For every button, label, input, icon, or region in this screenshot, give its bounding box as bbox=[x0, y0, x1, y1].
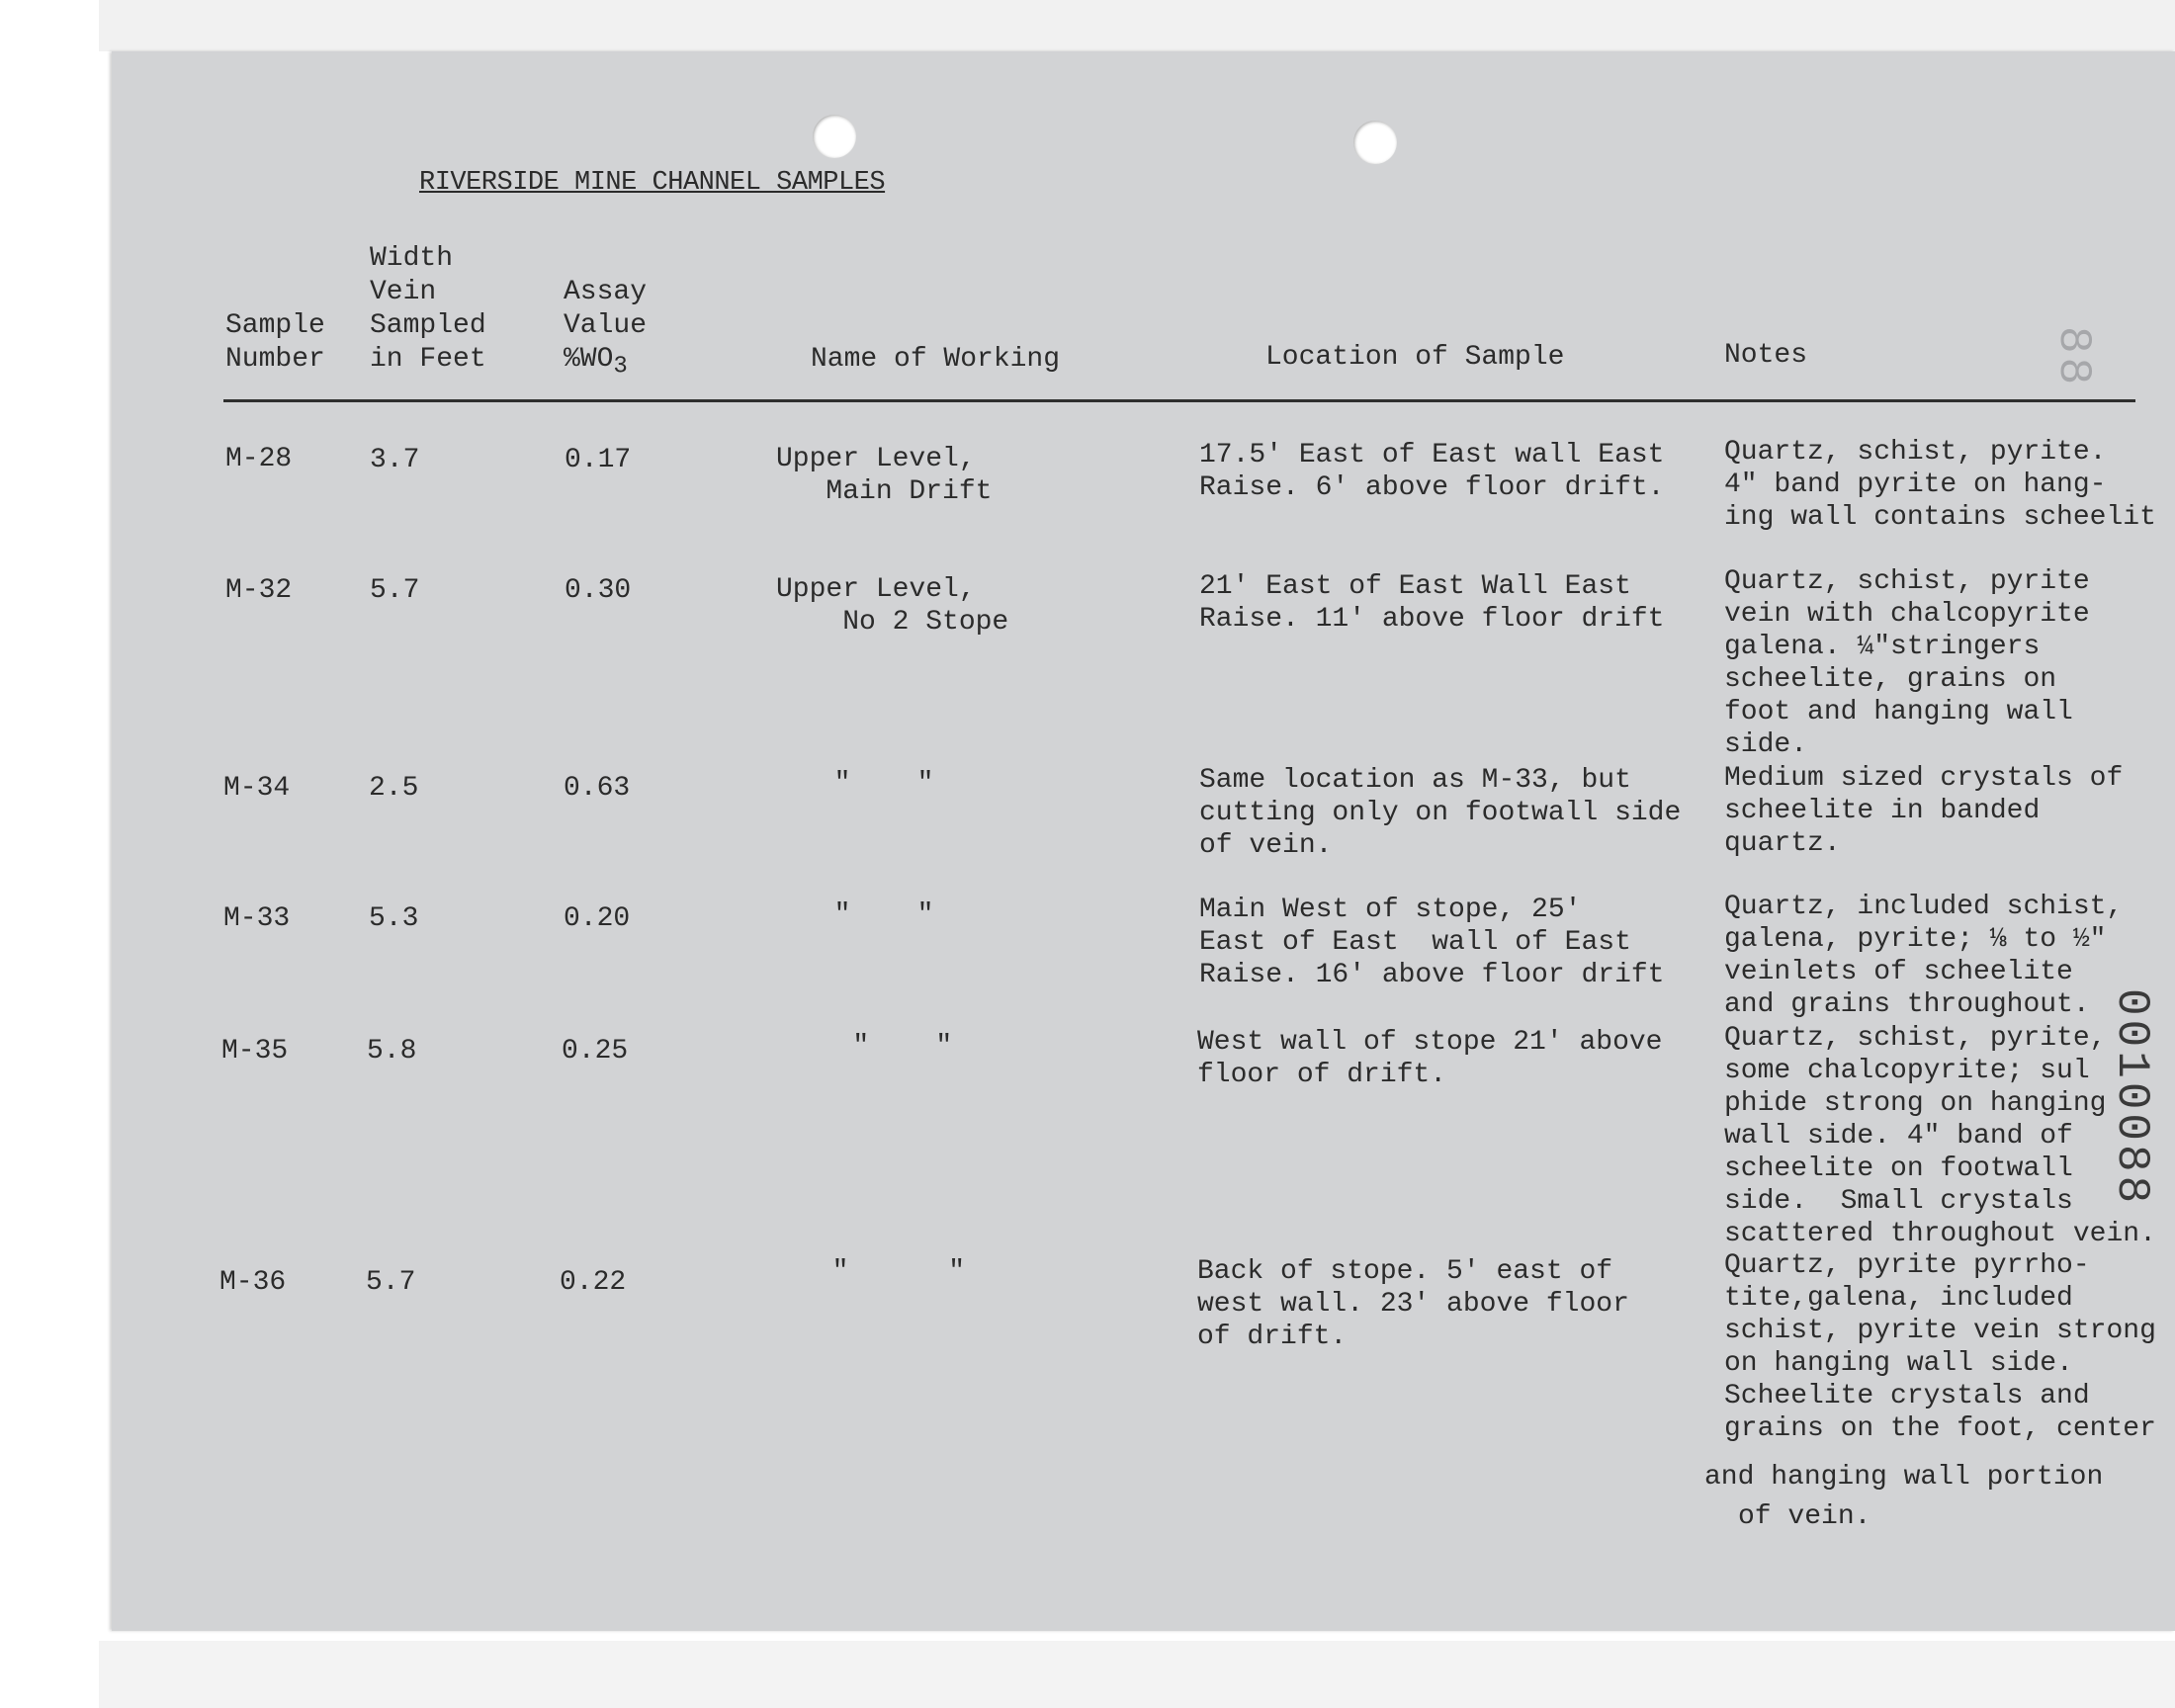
table-cell-notes: Quartz, schist, pyrite. 4" band pyrite on hang- ing wall contains scheelit bbox=[1724, 437, 2156, 533]
table-cell-notes: Quartz, schist, pyrite, some chalcopyrite; sul phide strong on hanging wall side. 4" band of scheelite on footwall side. Small crystals scattered throughout vein. bbox=[1724, 1023, 2156, 1249]
table-cell-location: 21' East of East Wall East Raise. 11' above floor drift bbox=[1199, 571, 1665, 635]
table-cell-sample: M-32 bbox=[225, 575, 293, 606]
table-cell-working: Upper Level, Main Drift bbox=[776, 444, 993, 507]
table-cell-sample: M-35 bbox=[221, 1036, 289, 1067]
table-cell-width: 5.8 bbox=[367, 1036, 417, 1067]
table-cell-width: 2.5 bbox=[369, 773, 419, 804]
table-cell-notes: Medium sized crystals of scheelite in banded quartz. bbox=[1724, 763, 2124, 859]
header-notes: Notes bbox=[1724, 340, 1808, 371]
scan-margin-bottom bbox=[99, 1641, 2175, 1708]
header-sample-number: Sample Number bbox=[225, 310, 325, 375]
scan-margin-left bbox=[0, 0, 99, 1708]
table-cell-assay: 0.22 bbox=[560, 1267, 627, 1298]
table-cell-location: Main West of stope, 25' East of East wall of East Raise. 16' above floor drift bbox=[1199, 895, 1665, 990]
table-cell-assay: 0.30 bbox=[565, 575, 632, 606]
table-cell-working: Upper Level, No 2 Stope bbox=[776, 574, 1009, 638]
table-cell-working-ditto: " " bbox=[801, 768, 934, 799]
notes-continuation: of vein. bbox=[1738, 1501, 1871, 1532]
header-location: Location of Sample bbox=[1265, 342, 1565, 373]
table-cell-assay: 0.63 bbox=[564, 773, 631, 804]
page-number-stamp-faint: 88 bbox=[2047, 326, 2099, 389]
table-cell-notes: Quartz, pyrite pyrrho- tite,galena, included schist, pyrite vein strong on hanging wall side. Scheelite crystals and grains on the foot, center bbox=[1724, 1250, 2156, 1444]
table-cell-sample: M-34 bbox=[223, 773, 291, 804]
punch-hole-right bbox=[1353, 121, 1397, 164]
notes-continuation: and hanging wall portion bbox=[1704, 1462, 2104, 1493]
document-title: RIVERSIDE MINE CHANNEL SAMPLES bbox=[419, 168, 886, 198]
table-cell-width: 5.3 bbox=[369, 903, 419, 934]
table-cell-working-ditto: " " bbox=[801, 899, 934, 930]
header-rule bbox=[223, 399, 2135, 402]
table-cell-location: Same location as M-33, but cutting only on footwall side of vein. bbox=[1199, 765, 1682, 861]
table-cell-sample: M-36 bbox=[219, 1267, 287, 1298]
header-working: Name of Working bbox=[811, 344, 1061, 375]
table-cell-width: 5.7 bbox=[366, 1267, 416, 1298]
table-cell-working-ditto: " " bbox=[799, 1256, 966, 1287]
table-cell-assay: 0.25 bbox=[562, 1036, 629, 1067]
table-cell-assay: 0.17 bbox=[565, 445, 632, 475]
table-cell-working-ditto: " " bbox=[803, 1031, 953, 1062]
table-cell-notes: Quartz, schist, pyrite vein with chalcopyrite galena. ¼"stringers scheelite, grains on foot and hanging wall side. bbox=[1724, 566, 2090, 760]
page-number-stamp: 0010088 bbox=[2106, 988, 2157, 1208]
table-cell-sample: M-28 bbox=[225, 444, 293, 474]
table-cell-sample: M-33 bbox=[223, 903, 291, 934]
punch-hole-left bbox=[813, 115, 856, 158]
table-cell-width: 3.7 bbox=[370, 445, 420, 475]
table-cell-assay: 0.20 bbox=[564, 903, 631, 934]
table-cell-location: Back of stope. 5' east of west wall. 23' above floor of drift. bbox=[1197, 1256, 1629, 1352]
table-cell-location: West wall of stope 21' above floor of drift. bbox=[1197, 1027, 1663, 1090]
table-cell-width: 5.7 bbox=[370, 575, 420, 606]
table-cell-notes: Quartz, included schist, galena, pyrite; ⅛ to ½" veinlets of scheelite and grains throughout. bbox=[1724, 892, 2124, 1020]
table-cell-location: 17.5' East of East wall East Raise. 6' above floor drift. bbox=[1199, 440, 1665, 503]
scan-margin-top bbox=[99, 0, 2175, 51]
header-width: Width Vein Sampled in Feet bbox=[370, 243, 486, 375]
header-assay: Assay Value $\%WO_3$ bbox=[564, 277, 648, 381]
